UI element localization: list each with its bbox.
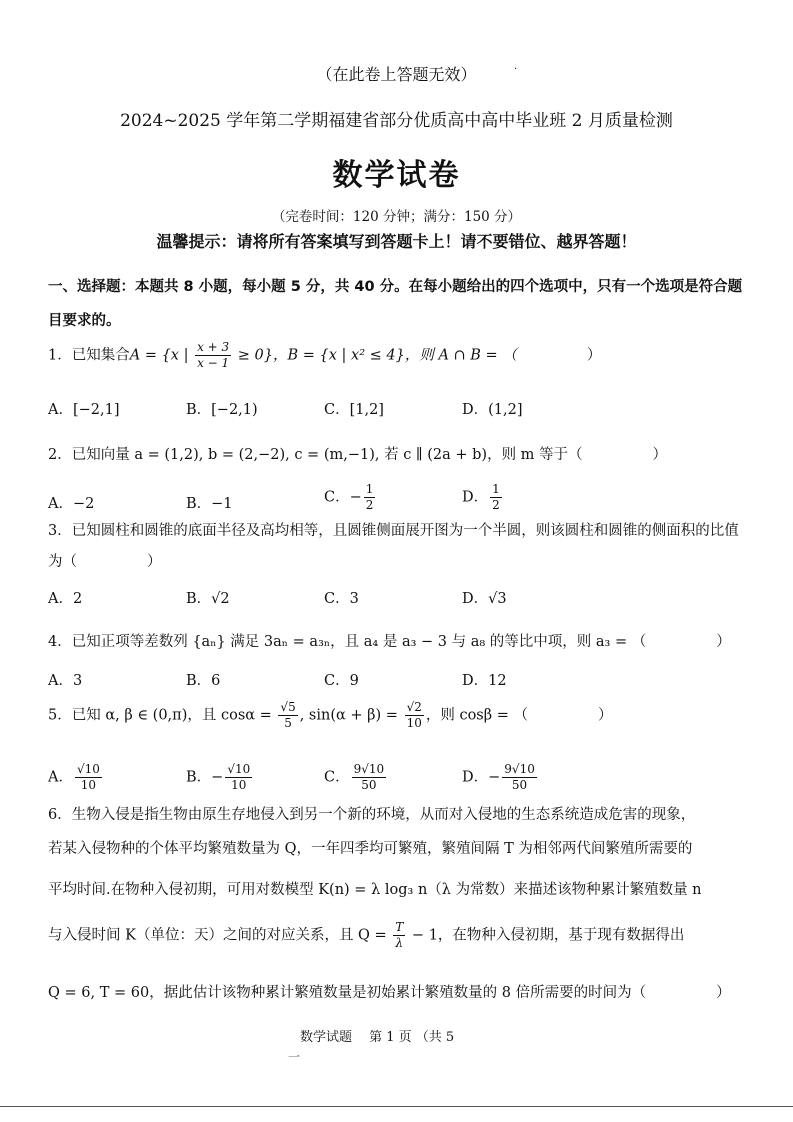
question-3-option-c: C．3 <box>324 591 359 607</box>
subject-title: 数学试卷 <box>332 158 461 193</box>
section-heading: 一、选择题：本题共 8 小题，每小题 5 分，共 40 分。在每小题给出的四个选项中，只有一个选项是符合题目要求的。 <box>48 279 743 329</box>
question-3-stem: 3．已知圆柱和圆锥的底面半径及高均相等，且圆锥侧面展开图为一个半圆，则该圆柱和圆锥的侧面积的比值为（ ） <box>48 523 739 570</box>
warm-tip: 温馨提示：请将所有答案填写到答题卡上！请不要错位、越界答题！ <box>156 232 637 251</box>
page-footer: 数学试题 第 1 页 （共 5 <box>300 1030 455 1045</box>
question-4-stem: 4．已知正项等差数列 {aₙ} 满足 3aₙ = a₃ₙ，且 a₄ 是 a₃ − 3 与 a₈ 的等比中项，则 a₃ = （ ） <box>48 634 731 650</box>
question-6-line-4: 与入侵时间 K（单位：天）之间的对应关系，且 Q = $\frac{T}{\lambda}$ − 1，在物种入侵初期，基于现有数据得出 <box>48 920 685 950</box>
question-4-option-b: B．6 <box>186 673 221 689</box>
question-5-option-d: D．− $\frac{9√10}{50}$ <box>462 762 535 792</box>
time-score-note: （完卷时间：120 分钟；满分：150 分） <box>271 209 522 225</box>
question-2-option-c: C．− $\frac{1}{2}$ <box>324 482 374 512</box>
question-2-option-d: D． $\frac{1}{2}$ <box>462 482 500 512</box>
question-4-option-a: A．3 <box>48 673 83 689</box>
footer-mark: 一 <box>288 1050 301 1064</box>
question-6-line-3: 平均时间.在物种入侵初期，可用对数模型 K(n) = λ log₃ n（λ 为常数）来描述该物种累计繁殖数量 n <box>48 882 702 898</box>
exam-title: 2024~2025 学年第二学期福建省部分优质高中高中毕业班 2 月质量检测 <box>120 111 673 131</box>
question-1-stem: 1．已知集合A = {x | $\frac{x + 3}{x - 1}$ ≥ 0}，B = {x | x² ≤ 4}，则 A ∩ B = （ ） <box>48 340 602 370</box>
question-1-option-a: A．[−2,1] <box>48 402 120 418</box>
question-2-option-a: A．−2 <box>48 496 95 512</box>
question-4-option-d: D．12 <box>462 673 507 689</box>
question-3-option-d: D．√3 <box>462 591 507 607</box>
question-6-line-2: 若某入侵物种的个体平均繁殖数量为 Q，一年四季均可繁殖，繁殖间隔 T 为相邻两代间繁殖所需要的 <box>48 841 693 857</box>
question-3-option-a: A．2 <box>48 591 83 607</box>
question-4-option-c: C．9 <box>324 673 359 689</box>
question-2-option-b: B．−1 <box>186 496 233 512</box>
question-6-line-5: Q = 6, T = 60，据此估计该物种累计繁殖数量是初始累计繁殖数量的 8 倍所需要的时间为（ ） <box>48 985 731 1001</box>
question-5-option-c: C． $\frac{9√10}{50}$ <box>324 762 385 792</box>
question-5-stem: 5．已知 α, β ∈ (0,π)，且 cosα = $\frac{√5}{5}$ , sin(α + β) = $\frac{√2}{10}$ ，则 cosβ = （ ） <box>48 700 613 730</box>
bottom-rule <box>0 1106 793 1107</box>
question-1-option-d: D．(1,2] <box>462 402 523 418</box>
scan-speck: · <box>514 64 518 75</box>
question-1-option-b: B．[−2,1) <box>186 402 258 418</box>
question-2-stem: 2．已知向量 a = (1,2), b = (2,−2), c = (m,−1), 若 c ∥ (2a + b)，则 m 等于（ ） <box>48 447 668 463</box>
question-6-line-1: 6．生物入侵是指生物由原生存地侵入到另一个新的环境，从而对入侵地的生态系统造成危害的现象， <box>48 807 696 823</box>
answer-invalid-note: （在此卷上答题无效） <box>316 65 477 84</box>
question-5-option-a: A． $\frac{√10}{10}$ <box>48 762 100 792</box>
question-3-option-b: B．√2 <box>186 591 230 607</box>
question-5-option-b: B．− $\frac{√10}{10}$ <box>186 762 251 792</box>
question-1-option-c: C．[1,2] <box>324 402 384 418</box>
